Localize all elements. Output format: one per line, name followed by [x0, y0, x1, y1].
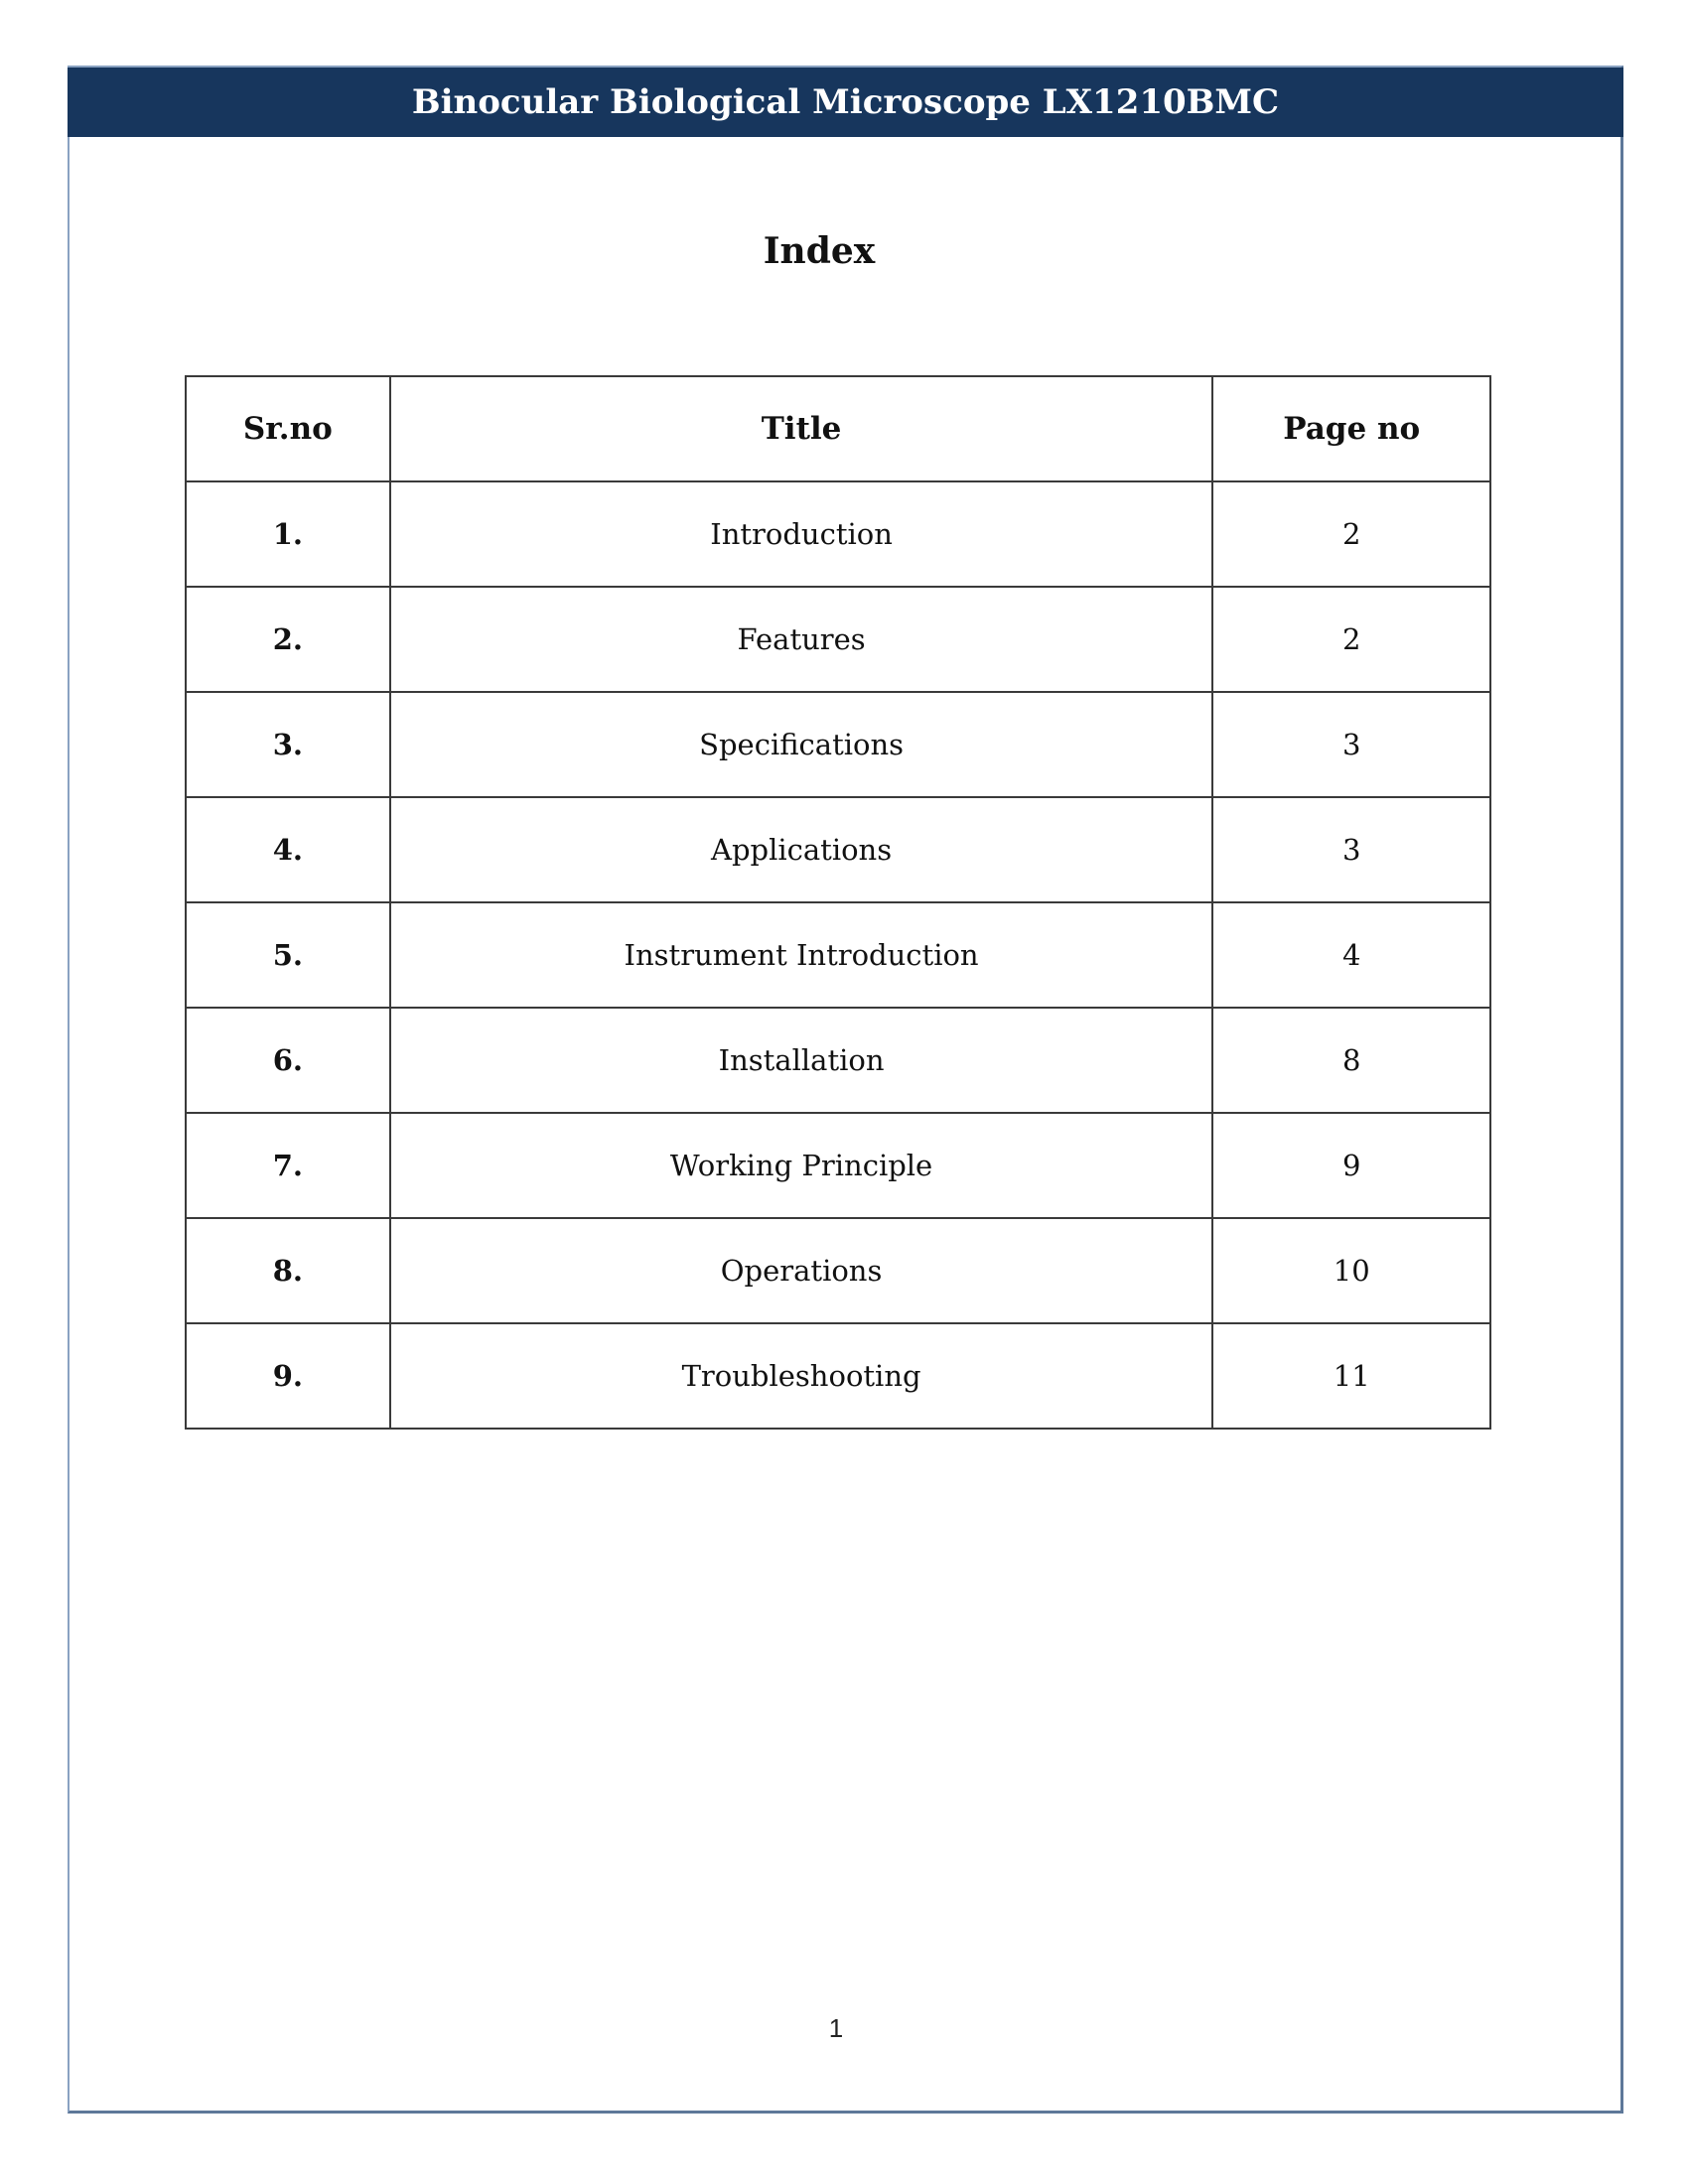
- row-title: Troubleshooting: [390, 1323, 1213, 1429]
- row-page: 2: [1212, 481, 1490, 587]
- row-page: 11: [1212, 1323, 1490, 1429]
- document-title: Binocular Biological Microscope LX1210BMC: [411, 82, 1280, 122]
- column-header-title: Title: [390, 376, 1213, 481]
- row-page: 8: [1212, 1008, 1490, 1113]
- table-header-row: [186, 376, 1490, 481]
- row-srno: 6.: [186, 1008, 390, 1113]
- index-heading: Index: [763, 230, 876, 272]
- row-title: Introduction: [390, 481, 1213, 587]
- row-title: Working Principle: [390, 1113, 1213, 1218]
- row-srno: 5.: [186, 902, 390, 1008]
- row-srno: 7.: [186, 1113, 390, 1218]
- row-page: 4: [1212, 902, 1490, 1008]
- row-page: 3: [1212, 692, 1490, 797]
- row-title: Applications: [390, 797, 1213, 902]
- row-srno: 9.: [186, 1323, 390, 1429]
- page-number: 1: [828, 2013, 844, 2043]
- row-page: 9: [1212, 1113, 1490, 1218]
- column-header-srno: Sr.no: [186, 376, 390, 481]
- row-title: Operations: [390, 1218, 1213, 1323]
- row-page: 3: [1212, 797, 1490, 902]
- table-row: [186, 1113, 1490, 1218]
- row-title: Features: [390, 587, 1213, 692]
- row-title: Installation: [390, 1008, 1213, 1113]
- table-row: [186, 1008, 1490, 1113]
- row-srno: 1.: [186, 481, 390, 587]
- row-srno: 4.: [186, 797, 390, 902]
- row-srno: 2.: [186, 587, 390, 692]
- row-page: 10: [1212, 1218, 1490, 1323]
- row-title: Specifications: [390, 692, 1213, 797]
- row-page: 2: [1212, 587, 1490, 692]
- row-srno: 8.: [186, 1218, 390, 1323]
- row-srno: 3.: [186, 692, 390, 797]
- table-row: [186, 797, 1490, 902]
- table-row: [186, 587, 1490, 692]
- row-title: Instrument Introduction: [390, 902, 1213, 1008]
- header-bar: [68, 68, 1623, 137]
- table-row: [186, 1323, 1490, 1429]
- table-row: [186, 481, 1490, 587]
- table-row: [186, 692, 1490, 797]
- column-header-page: Page no: [1212, 376, 1490, 481]
- index-table: [185, 375, 1491, 1430]
- table-row: [186, 902, 1490, 1008]
- table-row: [186, 1218, 1490, 1323]
